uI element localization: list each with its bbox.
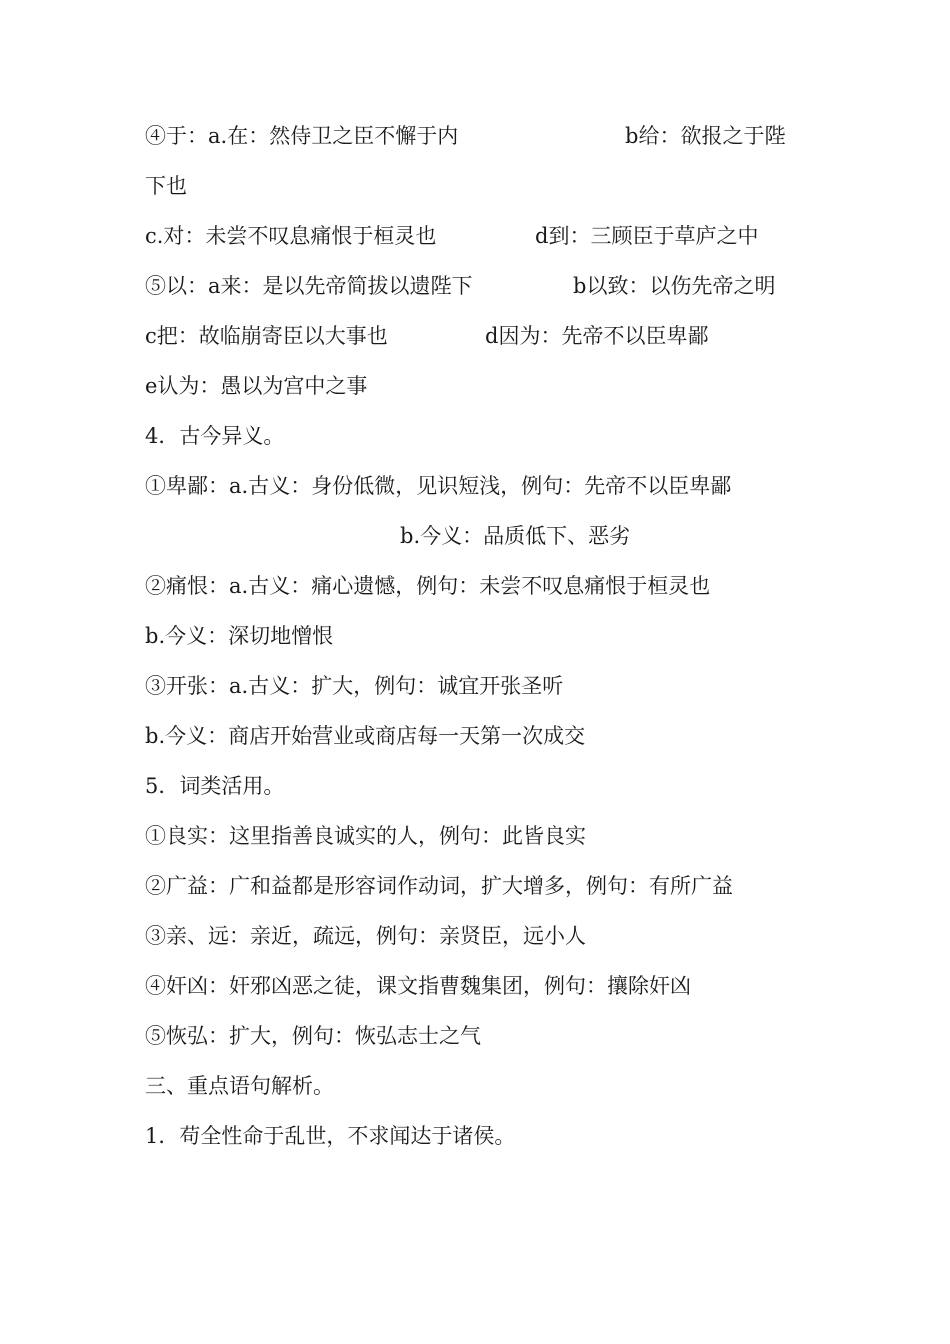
section-heading-5: 5．词类活用。 [145,774,285,798]
yu-usage-d: d到：三顾臣于草庐之中 [535,224,759,248]
yi-usage-c: c把：故临崩寄臣以大事也 [145,324,388,348]
key-sentence-1: 1．苟全性命于乱世，不求闻达于诸侯。 [145,1124,516,1148]
qinyuan-item: ③亲、远：亲近，疏远，例句：亲贤臣，远小人 [145,924,586,948]
huihong-item: ⑤恢弘：扩大，例句：恢弘志士之气 [145,1024,481,1048]
yu-usage-b-continued: 下也 [145,174,187,198]
yu-usage-a: ④于：a.在：然侍卫之臣不懈于内 [145,124,459,148]
yu-usage-c: c.对：未尝不叹息痛恨于桓灵也 [145,224,437,248]
bibi-ancient: ①卑鄙：a.古义：身份低微，见识短浅，例句：先帝不以臣卑鄙 [145,474,732,498]
liangshi-item: ①良实：这里指善良诚实的人，例句：此皆良实 [145,824,586,848]
section-heading-3: 三、重点语句解析。 [145,1074,334,1098]
yi-usage-b: b以致：以伤先帝之明 [573,274,776,298]
bibi-modern: b.今义：品质低下、恶劣 [400,524,631,548]
tonghen-modern: b.今义：深切地憎恨 [145,624,334,648]
yi-usage-a: ⑤以：a来：是以先帝简拔以遗陛下 [145,274,473,298]
guangyi-item: ②广益：广和益都是形容词作动词，扩大增多，例句：有所广益 [145,874,733,898]
kaizhang-ancient: ③开张：a.古义：扩大，例句：诚宜开张圣听 [145,674,564,698]
kaizhang-modern: b.今义：商店开始营业或商店每一天第一次成交 [145,724,586,748]
jianxiong-item: ④奸凶：奸邪凶恶之徒，课文指曹魏集团，例句：攘除奸凶 [145,974,691,998]
yu-usage-b: b给：欲报之于陛 [625,124,786,148]
tonghen-ancient: ②痛恨：a.古义：痛心遗憾，例句：未尝不叹息痛恨于桓灵也 [145,574,711,598]
yi-usage-d: d因为：先帝不以臣卑鄙 [485,324,709,348]
yi-usage-e: e认为：愚以为宫中之事 [145,374,368,398]
section-heading-4: 4．古今异义。 [145,424,285,448]
